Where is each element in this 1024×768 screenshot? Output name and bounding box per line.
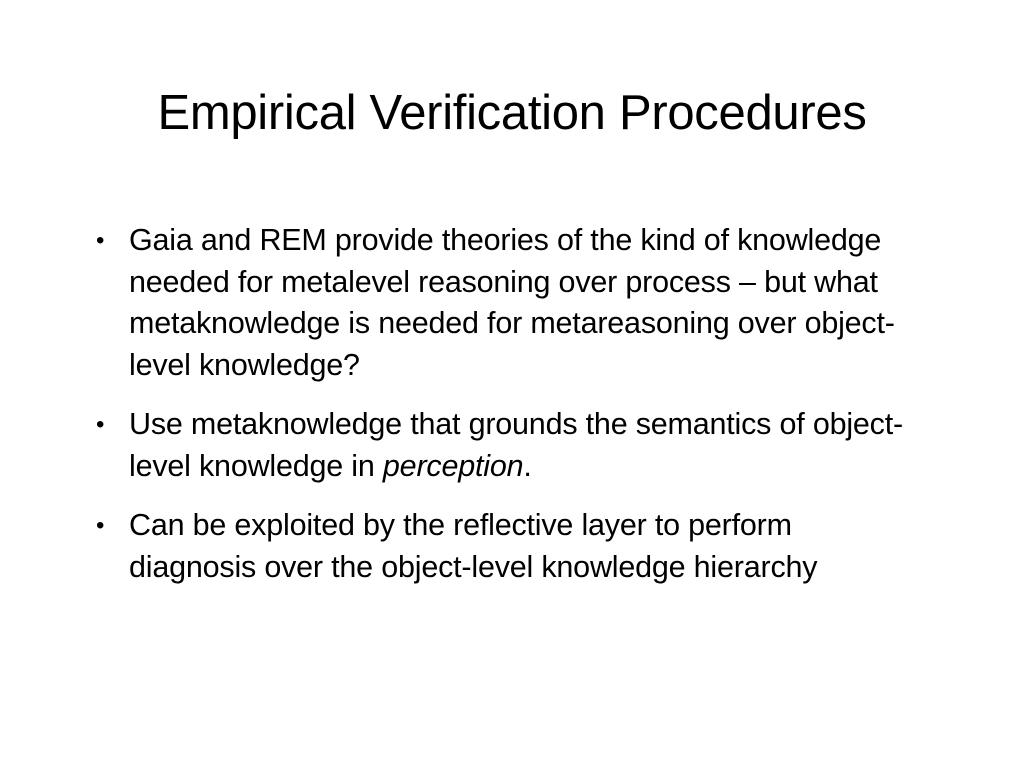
bullet-list [96,220,926,588]
bullet-icon: • [96,512,105,539]
bullet-text-plain: Use metaknowledge that grounds the semantics of object-level knowledge in [129,407,903,483]
bullet-text [129,407,903,483]
bullet-icon: • [96,411,105,438]
bullet-text-period: . [523,448,532,483]
bullet-text-emphasis: perception [382,448,524,483]
bullet-item-1 [96,220,926,386]
bullet-item-2 [96,404,926,487]
bullet-icon: • [96,227,105,254]
bullet-text: Can be exploited by the reflective layer to perform diagnosis over the object-level knowledge hierarchy [129,508,818,584]
slide-title: Empirical Verification Procedures [157,86,867,140]
bullet-item-3 [96,505,926,588]
bullet-text: Gaia and REM provide theories of the kind of knowledge needed for metalevel reasoning over process – but what metaknowledge is needed for metareasoning over object-level knowledge? [129,223,895,382]
